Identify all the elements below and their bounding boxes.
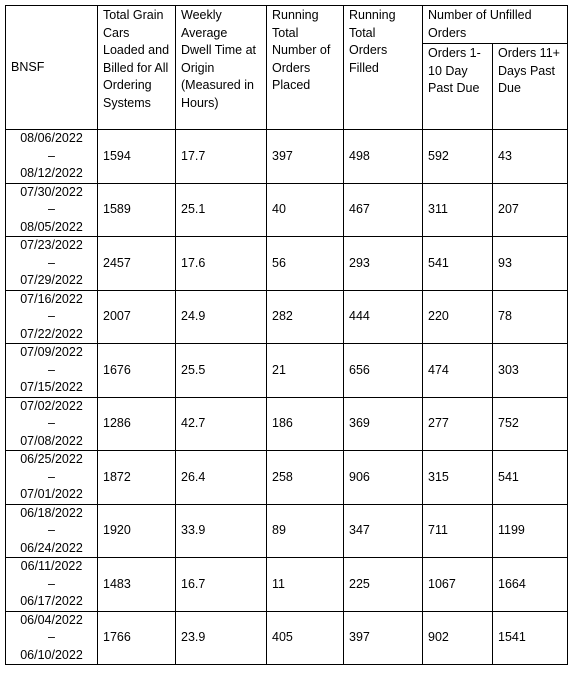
period-start: 07/02/2022 bbox=[20, 398, 83, 413]
week-period bbox=[6, 504, 98, 558]
period-start: 06/25/2022 bbox=[20, 452, 83, 466]
period-dash: – bbox=[48, 309, 55, 323]
dwell-time-cell: 17.7 bbox=[176, 130, 267, 184]
week-period bbox=[6, 397, 98, 451]
table-header bbox=[6, 6, 568, 130]
dwell-time-cell: 17.6 bbox=[176, 237, 267, 291]
orders-filled-cell: 656 bbox=[344, 344, 423, 398]
period-end: 07/22/2022 bbox=[20, 326, 83, 341]
table-row bbox=[6, 451, 568, 505]
past-due-1-10-cell: 277 bbox=[423, 397, 493, 451]
table-row bbox=[6, 130, 568, 184]
period-start: 06/11/2022 bbox=[20, 559, 83, 573]
orders-placed-cell: 282 bbox=[267, 290, 344, 344]
dwell-time-cell: 42.7 bbox=[176, 397, 267, 451]
orders-filled-cell: 225 bbox=[344, 558, 423, 612]
period-end: 07/29/2022 bbox=[20, 273, 83, 287]
orders-placed-cell: 40 bbox=[267, 183, 344, 237]
table-row bbox=[6, 397, 568, 451]
past-due-1-10-cell: 1067 bbox=[423, 558, 493, 612]
orders-filled-cell: 397 bbox=[344, 611, 423, 665]
past-due-1-10-cell: 220 bbox=[423, 290, 493, 344]
total-grain-cars-header: Total Grain Cars Loaded and Billed for All Ordering Systems bbox=[98, 6, 176, 130]
period-dash: – bbox=[48, 148, 55, 163]
week-period bbox=[6, 237, 98, 291]
week-period bbox=[6, 183, 98, 237]
unfilled-orders-header: Number of Unfilled Orders bbox=[423, 6, 568, 44]
period-end: 06/10/2022 bbox=[20, 647, 83, 662]
past-due-1-10-cell: 311 bbox=[423, 183, 493, 237]
period-dash: – bbox=[48, 416, 55, 430]
past-due-1-10-cell: 592 bbox=[423, 130, 493, 184]
table-row bbox=[6, 344, 568, 398]
week-period bbox=[6, 290, 98, 344]
period-end: 08/05/2022 bbox=[20, 219, 83, 234]
cars-loaded-cell: 1872 bbox=[98, 451, 176, 505]
period-dash: – bbox=[48, 576, 55, 591]
past-due-11-plus-cell: 1199 bbox=[493, 504, 568, 558]
table-row bbox=[6, 290, 568, 344]
cars-loaded-cell: 1676 bbox=[98, 344, 176, 398]
past-due-11-plus-cell: 541 bbox=[493, 451, 568, 505]
past-due-11-plus-cell: 1541 bbox=[493, 611, 568, 665]
table-row bbox=[6, 558, 568, 612]
past-due-1-10-cell: 902 bbox=[423, 611, 493, 665]
period-start: 07/23/2022 bbox=[20, 238, 83, 252]
orders-filled-cell: 293 bbox=[344, 237, 423, 291]
past-due-11-plus-cell: 78 bbox=[493, 290, 568, 344]
cars-loaded-cell: 2007 bbox=[98, 290, 176, 344]
dwell-time-cell: 26.4 bbox=[176, 451, 267, 505]
orders-placed-cell: 186 bbox=[267, 397, 344, 451]
table-row bbox=[6, 611, 568, 665]
cars-loaded-cell: 1483 bbox=[98, 558, 176, 612]
past-due-11-plus-header: Orders 11+ Days Past Due bbox=[493, 44, 568, 130]
week-period bbox=[6, 558, 98, 612]
past-due-11-plus-cell: 303 bbox=[493, 344, 568, 398]
orders-filled-cell: 467 bbox=[344, 183, 423, 237]
cars-loaded-cell: 1920 bbox=[98, 504, 176, 558]
period-start: 07/16/2022 bbox=[20, 291, 83, 306]
dwell-time-cell: 23.9 bbox=[176, 611, 267, 665]
period-end: 07/15/2022 bbox=[20, 380, 83, 394]
period-dash: – bbox=[48, 630, 55, 644]
dwell-time-cell: 24.9 bbox=[176, 290, 267, 344]
period-dash: – bbox=[48, 469, 55, 484]
table-body bbox=[6, 130, 568, 665]
orders-filled-header: Running Total Orders Filled bbox=[344, 6, 423, 130]
cars-loaded-cell: 1589 bbox=[98, 183, 176, 237]
orders-filled-cell: 369 bbox=[344, 397, 423, 451]
cars-loaded-cell: 1766 bbox=[98, 611, 176, 665]
orders-filled-cell: 444 bbox=[344, 290, 423, 344]
past-due-1-10-cell: 474 bbox=[423, 344, 493, 398]
past-due-11-plus-cell: 207 bbox=[493, 183, 568, 237]
grain-service-table bbox=[5, 5, 568, 665]
period-dash: – bbox=[48, 202, 55, 216]
orders-placed-header: Running Total Number of Orders Placed bbox=[267, 6, 344, 130]
dwell-time-header: Weekly Average Dwell Time at Origin (Measured in Hours) bbox=[176, 6, 267, 130]
past-due-11-plus-cell: 43 bbox=[493, 130, 568, 184]
dwell-time-cell: 33.9 bbox=[176, 504, 267, 558]
past-due-1-10-cell: 315 bbox=[423, 451, 493, 505]
cars-loaded-cell: 1594 bbox=[98, 130, 176, 184]
orders-placed-cell: 21 bbox=[267, 344, 344, 398]
cars-loaded-cell: 2457 bbox=[98, 237, 176, 291]
period-end: 06/17/2022 bbox=[20, 594, 83, 608]
past-due-1-10-header: Orders 1-10 Day Past Due bbox=[423, 44, 493, 130]
period-dash: – bbox=[48, 523, 55, 537]
period-start: 06/18/2022 bbox=[20, 505, 83, 520]
week-period bbox=[6, 451, 98, 505]
orders-placed-cell: 11 bbox=[267, 558, 344, 612]
week-period bbox=[6, 130, 98, 184]
orders-filled-cell: 347 bbox=[344, 504, 423, 558]
railroad-header: BNSF bbox=[6, 6, 98, 130]
week-period bbox=[6, 611, 98, 665]
period-start: 06/04/2022 bbox=[20, 612, 83, 627]
period-end: 07/08/2022 bbox=[20, 433, 83, 448]
past-due-11-plus-cell: 1664 bbox=[493, 558, 568, 612]
dwell-time-cell: 25.5 bbox=[176, 344, 267, 398]
orders-placed-cell: 258 bbox=[267, 451, 344, 505]
past-due-11-plus-cell: 752 bbox=[493, 397, 568, 451]
past-due-1-10-cell: 541 bbox=[423, 237, 493, 291]
table-row bbox=[6, 237, 568, 291]
dwell-time-cell: 25.1 bbox=[176, 183, 267, 237]
period-end: 08/12/2022 bbox=[20, 166, 83, 180]
period-start: 08/06/2022 bbox=[20, 131, 83, 145]
period-dash: – bbox=[48, 255, 55, 270]
past-due-11-plus-cell: 93 bbox=[493, 237, 568, 291]
week-period bbox=[6, 344, 98, 398]
period-start: 07/09/2022 bbox=[20, 345, 83, 359]
table-row bbox=[6, 504, 568, 558]
orders-placed-cell: 56 bbox=[267, 237, 344, 291]
header-row bbox=[6, 6, 568, 44]
cars-loaded-cell: 1286 bbox=[98, 397, 176, 451]
period-end: 06/24/2022 bbox=[20, 540, 83, 555]
orders-placed-cell: 405 bbox=[267, 611, 344, 665]
orders-filled-cell: 906 bbox=[344, 451, 423, 505]
period-end: 07/01/2022 bbox=[20, 487, 83, 501]
orders-filled-cell: 498 bbox=[344, 130, 423, 184]
past-due-1-10-cell: 711 bbox=[423, 504, 493, 558]
table-row bbox=[6, 183, 568, 237]
orders-placed-cell: 397 bbox=[267, 130, 344, 184]
period-dash: – bbox=[48, 362, 55, 377]
dwell-time-cell: 16.7 bbox=[176, 558, 267, 612]
orders-placed-cell: 89 bbox=[267, 504, 344, 558]
period-start: 07/30/2022 bbox=[20, 184, 83, 199]
